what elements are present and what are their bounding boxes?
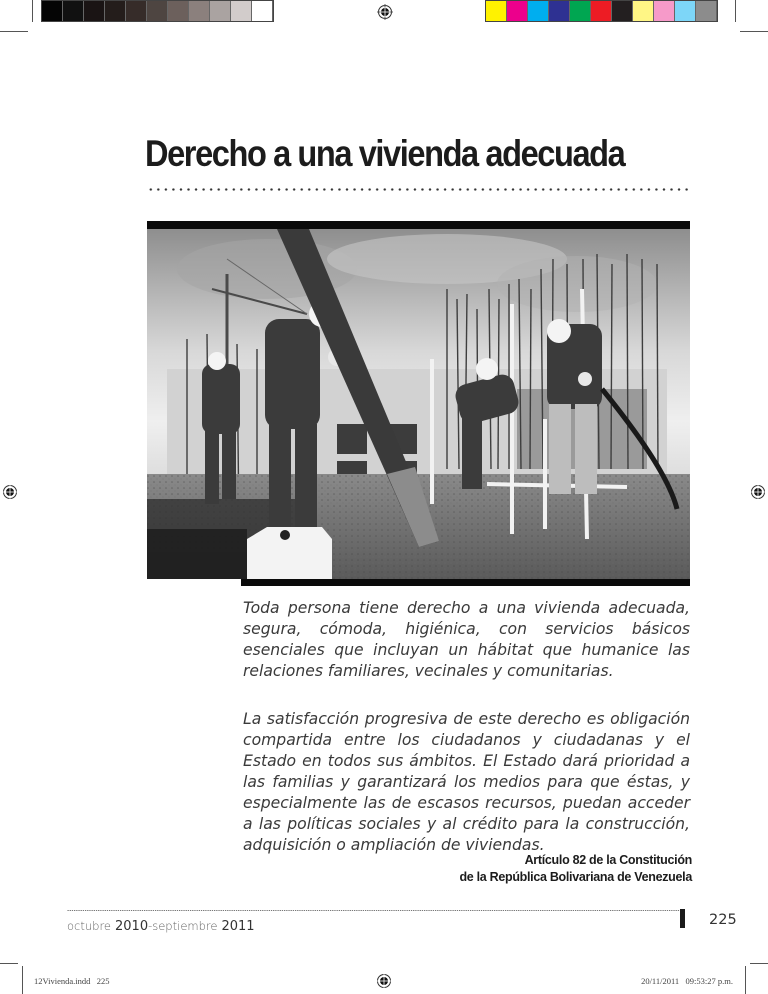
- calibration-swatch: [210, 1, 231, 21]
- calibration-swatch: [612, 1, 633, 21]
- crop-mark: [745, 966, 746, 994]
- calibration-swatch: [696, 1, 717, 21]
- crop-mark: [32, 0, 33, 22]
- calibration-swatch: [486, 1, 507, 21]
- calibration-swatch: [189, 1, 210, 21]
- calibration-swatch: [570, 1, 591, 21]
- footer-month-end: -septiembre: [148, 919, 218, 933]
- photo-frame-bottom-bar: [241, 579, 690, 586]
- registration-mark-icon: [376, 973, 392, 989]
- article-paragraph-2: La satisfacción progresiva de este derecho es obligación compartida entre los ciudadanos y ciudadanas y el Estado en todos sus ámbitos. El Estado dará prioridad a las familias y garantizará los medios para que éstas, y especialmente las de escasos recursos, puedan acceder a las políticas sociales y al crédito para la construcción, adquisición o ampliación de viviendas.: [243, 710, 690, 854]
- article-paragraph-1: Toda persona tiene derecho a una vivienda adecuada, segura, cómoda, higiénica, con servicios básicos esenciales que incluyan un hábitat que humanice las relaciones familiares, vecinales y comunitarias.: [243, 599, 690, 680]
- gray-calibration-bar: [41, 0, 274, 22]
- footer-date-range: [67, 918, 255, 934]
- crop-mark: [0, 31, 28, 32]
- calibration-swatch: [654, 1, 675, 21]
- calibration-swatch: [507, 1, 528, 21]
- crop-mark: [735, 0, 736, 22]
- calibration-swatch: [528, 1, 549, 21]
- calibration-swatch: [252, 1, 273, 21]
- footer-dotted-divider: [67, 910, 684, 911]
- registration-mark-icon: [2, 484, 18, 500]
- calibration-swatch: [549, 1, 570, 21]
- calibration-swatch: [231, 1, 252, 21]
- title-dotted-divider: [147, 188, 692, 191]
- crop-mark: [750, 963, 768, 964]
- footer-year-start: 2010: [115, 919, 149, 934]
- page-title: Derecho a una vivienda adecuada: [145, 133, 625, 174]
- slug-filename: 12Vivienda.indd 225: [34, 976, 110, 986]
- crop-mark: [0, 963, 18, 964]
- calibration-swatch: [675, 1, 696, 21]
- color-calibration-bar: [485, 0, 718, 22]
- construction-photo: [147, 229, 690, 579]
- calibration-swatch: [633, 1, 654, 21]
- calibration-swatch: [126, 1, 147, 21]
- registration-mark-icon: [377, 4, 393, 20]
- source-line-2: de la República Bolivariana de Venezuela: [459, 870, 692, 884]
- calibration-swatch: [63, 1, 84, 21]
- calibration-swatch: [105, 1, 126, 21]
- page-number-bar: [680, 909, 685, 928]
- crop-mark: [22, 966, 23, 994]
- slug-timestamp: 20/11/2011 09:53:27 p.m.: [641, 976, 733, 986]
- calibration-swatch: [591, 1, 612, 21]
- calibration-swatch: [168, 1, 189, 21]
- footer-year-end: 2011: [221, 919, 255, 934]
- page-number: 225: [709, 912, 737, 928]
- calibration-swatch: [42, 1, 63, 21]
- footer-month-start: octubre: [67, 919, 112, 933]
- calibration-swatch: [147, 1, 168, 21]
- source-line-1: Artículo 82 de la Constitución: [524, 853, 692, 867]
- crop-mark: [740, 31, 768, 32]
- registration-mark-icon: [750, 484, 766, 500]
- calibration-swatch: [84, 1, 105, 21]
- source-citation: [459, 852, 692, 886]
- photo-frame-top-bar: [147, 221, 690, 229]
